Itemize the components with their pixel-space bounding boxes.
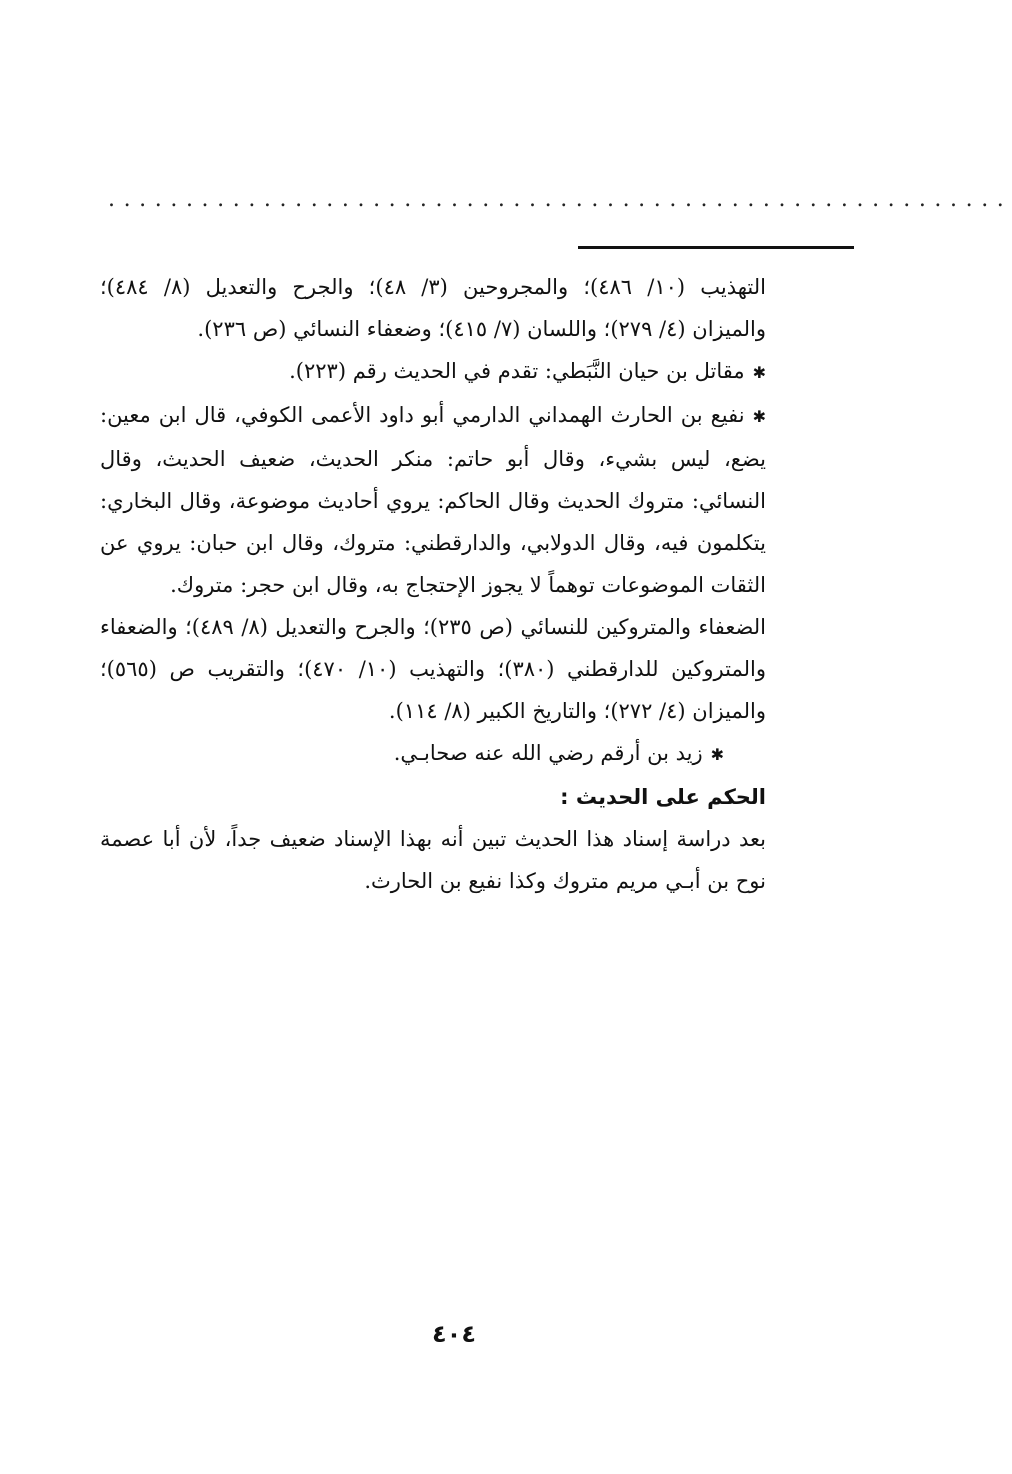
references-paragraph-1: التهذيب (١٠/ ٤٨٦)؛ والمجروحين (٣/ ٤٨)؛ والجرح والتعديل (٨/ ٤٨٤)؛ والميزان (٤/ ٢٧٩)؛ واللسان (٧/ ٤١٥)؛ وضعفاء النسائي (ص ٢٣٦). [100,275,766,341]
ruling-text: بعد دراسة إسناد هذا الحديث تبين أنه بهذا الإسناد ضعيف جداً، لأن أبا عصمة نوح بن أبـي مريم متروك وكذا نفيع بن الحارث. [100,827,766,893]
narrator-entry-muqatil-text: مقاتل بن حيان النَّبَطي: تقدم في الحديث رقم (٢٢٣). [289,359,745,383]
narrator-entry-muqatil [100,350,766,394]
references-paragraph-2: الضعفاء والمتروكين للنسائي (ص ٢٣٥)؛ والجرح والتعديل (٨/ ٤٨٩)؛ والضعفاء والمتروكين للدارقطني (٣٨٠)؛ والتهذيب (١٠/ ٤٧٠)؛ والتقريب ص (٥٦٥)؛ والميزان (٤/ ٢٧٢)؛ والتاريخ الكبير (٨/ ١١٤). [100,615,766,723]
asterisk-bullet-icon: ✱ [752,407,766,426]
separator-dots: .......................................................... [108,187,1012,212]
ruling-heading: الحكم على الحديث : [560,785,766,809]
narrator-entry-nufay-text: نفيع بن الحارث الهمداني الدارمي أبو داود الأعمى الكوفي، قال ابن معين: يضع، ليس بشيء، وقال أبو حاتم: منكر الحديث، ضعيف الحديث، وقال النسائي: متروك الحديث وقال الحاكم: يروي أحاديث موضوعة، وقال البخاري: يتكلمون فيه، وقال الدولابي، والدارقطني: متروك، وقال ابن حبان: يروي عن الثقات الموضوعات توهماً لا يجوز الإحتجاج به، وقال ابن حجر: متروك. [100,403,766,597]
page-number: ٤٠٤ [432,1320,476,1348]
narrator-entry-nufay [100,394,766,606]
narrator-entry-zaid-text: زيد بن أرقم رضي الله عنه صحابـي. [393,741,703,765]
asterisk-bullet-icon: ✱ [752,363,766,382]
asterisk-bullet-icon: ✱ [710,745,724,764]
footnote-rule [578,246,854,249]
narrator-entry-zaid [100,732,766,776]
footnote-content [100,266,766,902]
